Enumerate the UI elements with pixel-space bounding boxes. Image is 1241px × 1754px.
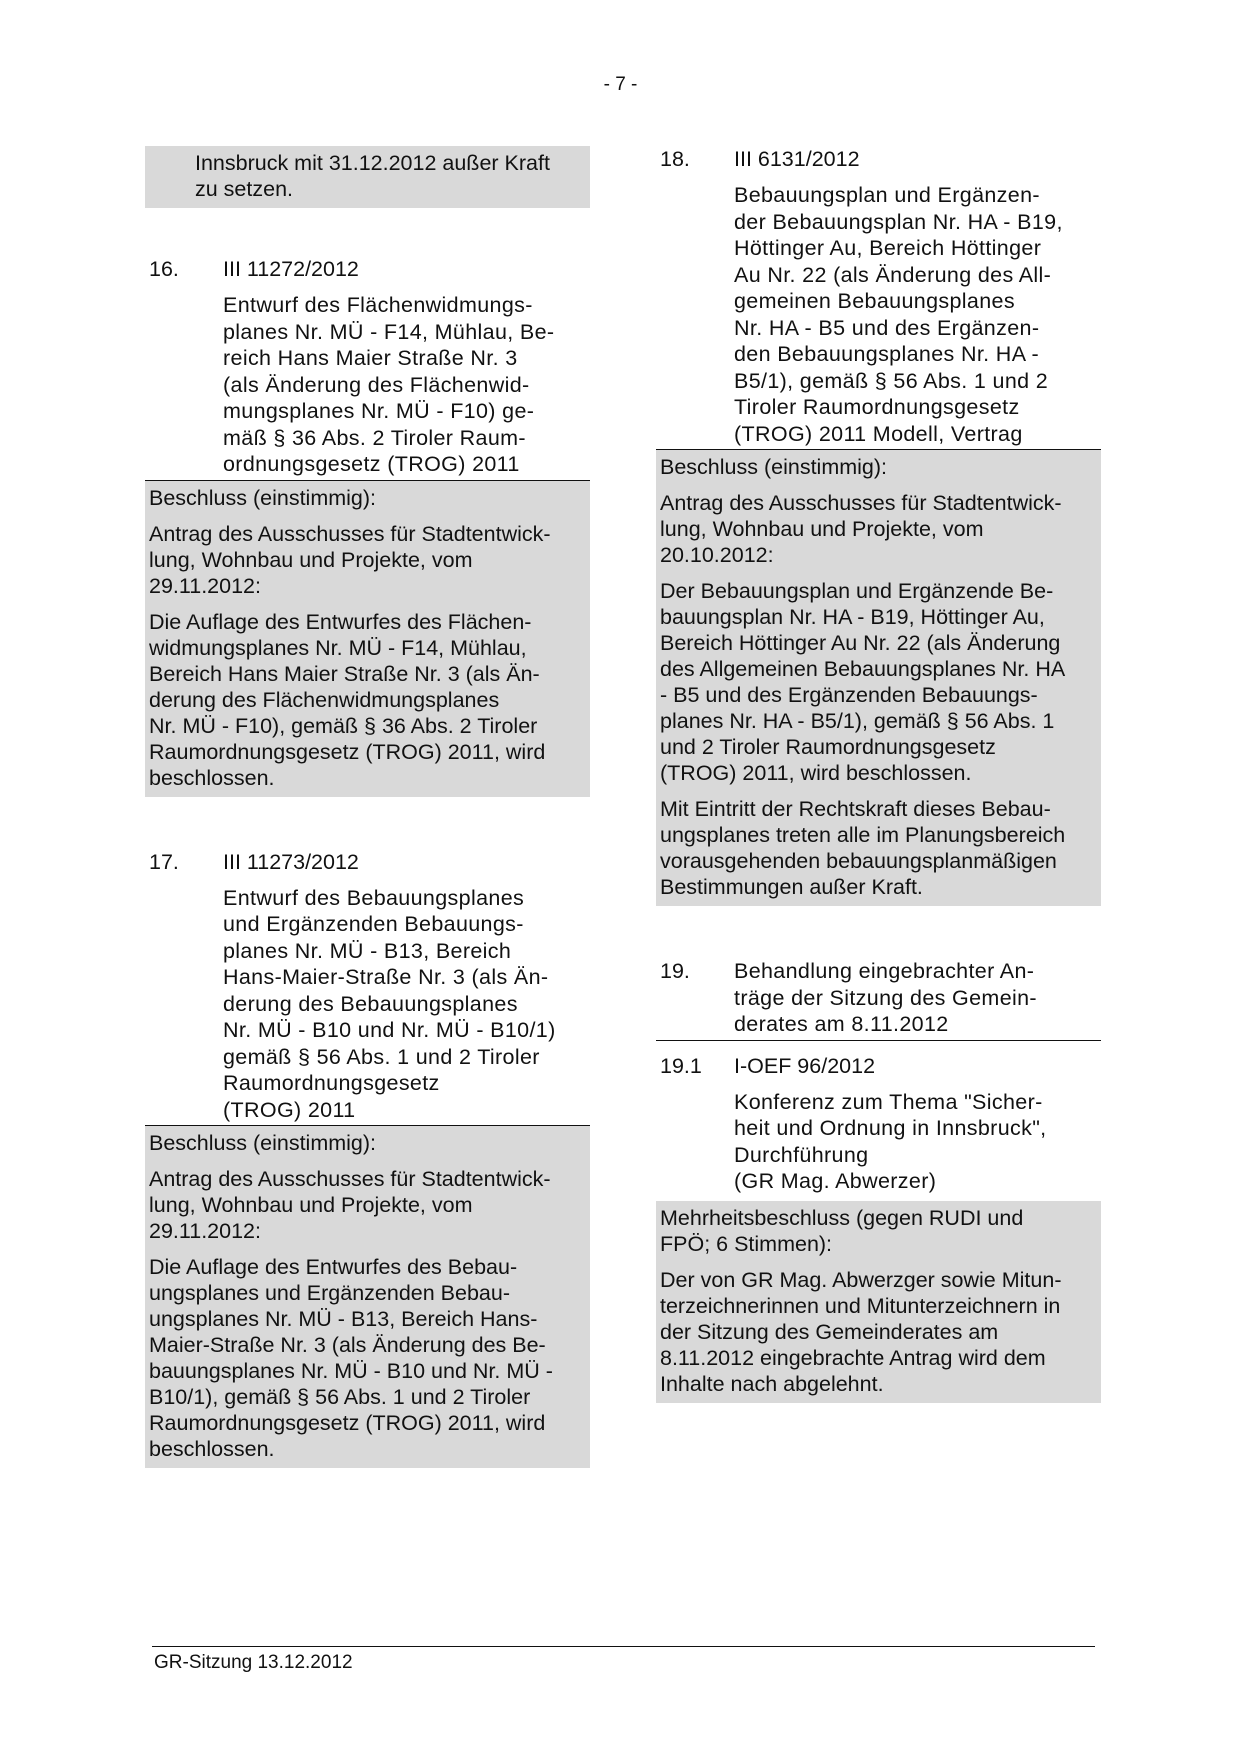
title-line: Höttinger Au, Bereich Höttinger — [734, 236, 1042, 260]
text-line: vorausgehenden bebauungsplanmäßigen — [660, 849, 1057, 873]
text-line: Antrag des Ausschusses für Stadtentwick- — [149, 521, 551, 546]
decision-text — [149, 609, 586, 791]
item-number: 16. — [149, 257, 179, 281]
title-line: gemeinen Bebauungsplanes — [734, 289, 1015, 313]
item-title — [734, 958, 1101, 1038]
title-line: Nr. MÜ - B10 und Nr. MÜ - B10/1) — [223, 1018, 556, 1042]
motion-text — [660, 490, 1097, 568]
decision-label: Beschluss (einstimmig): — [660, 455, 887, 479]
text-line: widmungsplanes Nr. MÜ - F14, Mühlau, — [149, 635, 527, 660]
decision-text-2 — [660, 796, 1097, 900]
title-line: Behandlung eingebrachter An- — [734, 959, 1035, 983]
title-line: derung des Bebauungsplanes — [223, 991, 518, 1016]
motion-text — [149, 1166, 586, 1244]
title-line: Entwurf des Flächenwidmungs- — [223, 293, 533, 317]
text-line: 20.10.2012: — [660, 543, 774, 567]
text-line: beschlossen. — [149, 765, 275, 790]
title-line: Au Nr. 22 (als Änderung des All- — [734, 262, 1052, 287]
decision-label: Beschluss (einstimmig): — [149, 1131, 376, 1155]
footer: GR-Sitzung 13.12.2012 — [154, 1652, 353, 1673]
title-line: B5/1), gemäß § 56 Abs. 1 und 2 — [734, 368, 1049, 393]
item-code: III 11272/2012 — [223, 257, 359, 281]
title-line: derates am 8.11.2012 — [734, 1012, 949, 1036]
text-line: Innsbruck mit 31.12.2012 außer Kraft — [195, 151, 550, 175]
text-line: - B5 und des Ergänzenden Bebauungs- — [660, 683, 1038, 707]
title-line: planes Nr. MÜ - B13, Bereich — [223, 938, 512, 963]
title-line: (TROG) 2011 — [223, 1097, 356, 1122]
text-line: Raumordnungsgesetz (TROG) 2011, wird — [149, 1411, 546, 1435]
text-line: Nr. MÜ - F10), gemäß § 36 Abs. 2 Tiroler — [149, 713, 538, 738]
title-line: Raumordnungsgesetz — [223, 1071, 440, 1095]
item-number: 19. — [660, 959, 690, 983]
title-line: Nr. HA - B5 und des Ergänzen- — [734, 315, 1040, 340]
title-line: und Ergänzenden Bebauungs- — [223, 912, 524, 936]
decision-label — [660, 1205, 1097, 1257]
text-line: B10/1), gemäß § 56 Abs. 1 und 2 Tiroler — [149, 1385, 531, 1409]
title-line: Hans-Maier-Straße Nr. 3 (als Än- — [223, 965, 549, 989]
item-number: 19.1 — [660, 1053, 702, 1078]
title-line: planes Nr. MÜ - F14, Mühlau, Be- — [223, 319, 555, 344]
title-line: reich Hans Maier Straße Nr. 3 — [223, 346, 518, 370]
right-column — [656, 146, 1101, 1403]
text-line: Antrag des Ausschusses für Stadtentwick- — [149, 1167, 551, 1191]
title-line: Tiroler Raumordnungsgesetz — [734, 395, 1020, 419]
text-line: des Allgemeinen Bebauungsplanes Nr. HA — [660, 657, 1066, 681]
decision-text — [149, 1254, 586, 1462]
title-line: Entwurf des Bebauungsplanes — [223, 885, 525, 910]
text-line: Bereich Höttinger Au Nr. 22 (als Änderung — [660, 631, 1061, 655]
text-line: ungsplanes Nr. MÜ - B13, Bereich Hans- — [149, 1307, 538, 1331]
text-line: ungsplanes und Ergänzenden Bebau- — [149, 1281, 511, 1305]
agenda-item-19-1 — [656, 1053, 1101, 1079]
title-line: mungsplanes Nr. MÜ - F10) ge- — [223, 399, 535, 423]
page-number: - 7 - — [603, 74, 638, 95]
item-title — [734, 1089, 1101, 1195]
text-line: bauungsplan Nr. HA - B19, Höttinger Au, — [660, 605, 1045, 629]
text-line: der Sitzung des Gemeinderates am — [660, 1319, 999, 1344]
continuation-box — [145, 146, 590, 208]
item-number: 17. — [149, 849, 179, 874]
text-line: 29.11.2012: — [149, 1219, 261, 1243]
item-number: 18. — [660, 147, 690, 171]
text-line: FPÖ; 6 Stimmen): — [660, 1231, 833, 1256]
motion-text — [149, 521, 586, 599]
text-line: derung des Flächenwidmungsplanes — [149, 687, 500, 712]
decision-box — [145, 1126, 590, 1468]
text-line: lung, Wohnbau und Projekte, vom — [149, 1193, 473, 1217]
title-line: mäß § 36 Abs. 2 Tiroler Raum- — [223, 425, 526, 450]
decision-box — [656, 450, 1101, 906]
text-line: bauungsplanes Nr. MÜ - B10 und Nr. MÜ - — [149, 1359, 553, 1383]
agenda-item-18 — [656, 146, 1101, 906]
decision-box — [145, 481, 590, 797]
text-line: lung, Wohnbau und Projekte, vom — [149, 547, 473, 572]
text-line: planes Nr. HA - B5/1), gemäß § 56 Abs. 1 — [660, 709, 1055, 733]
text-line: ungsplanes treten alle im Planungsbereich — [660, 823, 1066, 847]
text-line: 29.11.2012: — [149, 573, 261, 598]
title-line: (als Änderung des Flächenwid- — [223, 372, 530, 397]
agenda-item-16 — [145, 256, 590, 797]
title-line: träge der Sitzung des Gemein- — [734, 985, 1037, 1010]
decision-box — [656, 1201, 1101, 1403]
text-line: terzeichnerinnen und Mitunterzeichnern in — [660, 1293, 1061, 1318]
text-line: zu setzen. — [195, 177, 293, 201]
text-line: und 2 Tiroler Raumordnungsgesetz — [660, 735, 996, 759]
title-line: Bebauungsplan und Ergänzen- — [734, 183, 1040, 207]
title-line: Durchführung — [734, 1142, 869, 1167]
item-code: III 11273/2012 — [223, 849, 359, 874]
item-code: I-OEF 96/2012 — [734, 1053, 876, 1078]
text-line: Die Auflage des Entwurfes des Flächen- — [149, 609, 532, 634]
item-title — [223, 292, 590, 478]
text-line: lung, Wohnbau und Projekte, vom — [660, 517, 984, 541]
text-line: Bestimmungen außer Kraft. — [660, 875, 923, 899]
title-line: ordnungsgesetz (TROG) 2011 — [223, 452, 520, 476]
title-line: heit und Ordnung in Innsbruck", — [734, 1116, 1047, 1140]
agenda-item-17 — [145, 849, 590, 1469]
text-line: Raumordnungsgesetz (TROG) 2011, wird — [149, 739, 546, 764]
text-line: Mit Eintritt der Rechtskraft dieses Bebau- — [660, 797, 1051, 821]
footer-divider — [152, 1646, 1095, 1647]
text-line: Inhalte nach abgelehnt. — [660, 1371, 884, 1396]
decision-label: Beschluss (einstimmig): — [149, 485, 376, 510]
text-line: Die Auflage des Entwurfes des Bebau- — [149, 1255, 518, 1279]
item-title — [223, 885, 590, 1124]
title-line: gemäß § 56 Abs. 1 und 2 Tiroler — [223, 1044, 540, 1069]
text-line: Mehrheitsbeschluss (gegen RUDI und — [660, 1205, 1024, 1230]
text-line: Bereich Hans Maier Straße Nr. 3 (als Än- — [149, 661, 540, 686]
title-line: (TROG) 2011 Modell, Vertrag — [734, 421, 1023, 446]
decision-text — [660, 1267, 1097, 1397]
text-line: 8.11.2012 eingebrachte Antrag wird dem — [660, 1345, 1046, 1370]
item-title — [734, 182, 1101, 447]
item-code: III 6131/2012 — [734, 147, 860, 171]
text-line: Der von GR Mag. Abwerzger sowie Mitun- — [660, 1267, 1062, 1292]
agenda-item-19 — [656, 958, 1101, 1403]
text-line: beschlossen. — [149, 1437, 275, 1461]
text-line: Antrag des Ausschusses für Stadtentwick- — [660, 491, 1062, 515]
title-line: (GR Mag. Abwerzer) — [734, 1169, 937, 1193]
left-column — [145, 146, 590, 1468]
title-line: Konferenz zum Thema "Sicher- — [734, 1089, 1043, 1114]
text-line: Maier-Straße Nr. 3 (als Änderung des Be- — [149, 1333, 546, 1357]
title-line: den Bebauungsplanes Nr. HA - — [734, 342, 1040, 366]
text-line: (TROG) 2011, wird beschlossen. — [660, 761, 972, 785]
text-line: Der Bebauungsplan und Ergänzende Be- — [660, 579, 1054, 603]
decision-text — [660, 578, 1097, 786]
title-line: der Bebauungsplan Nr. HA - B19, — [734, 209, 1063, 234]
